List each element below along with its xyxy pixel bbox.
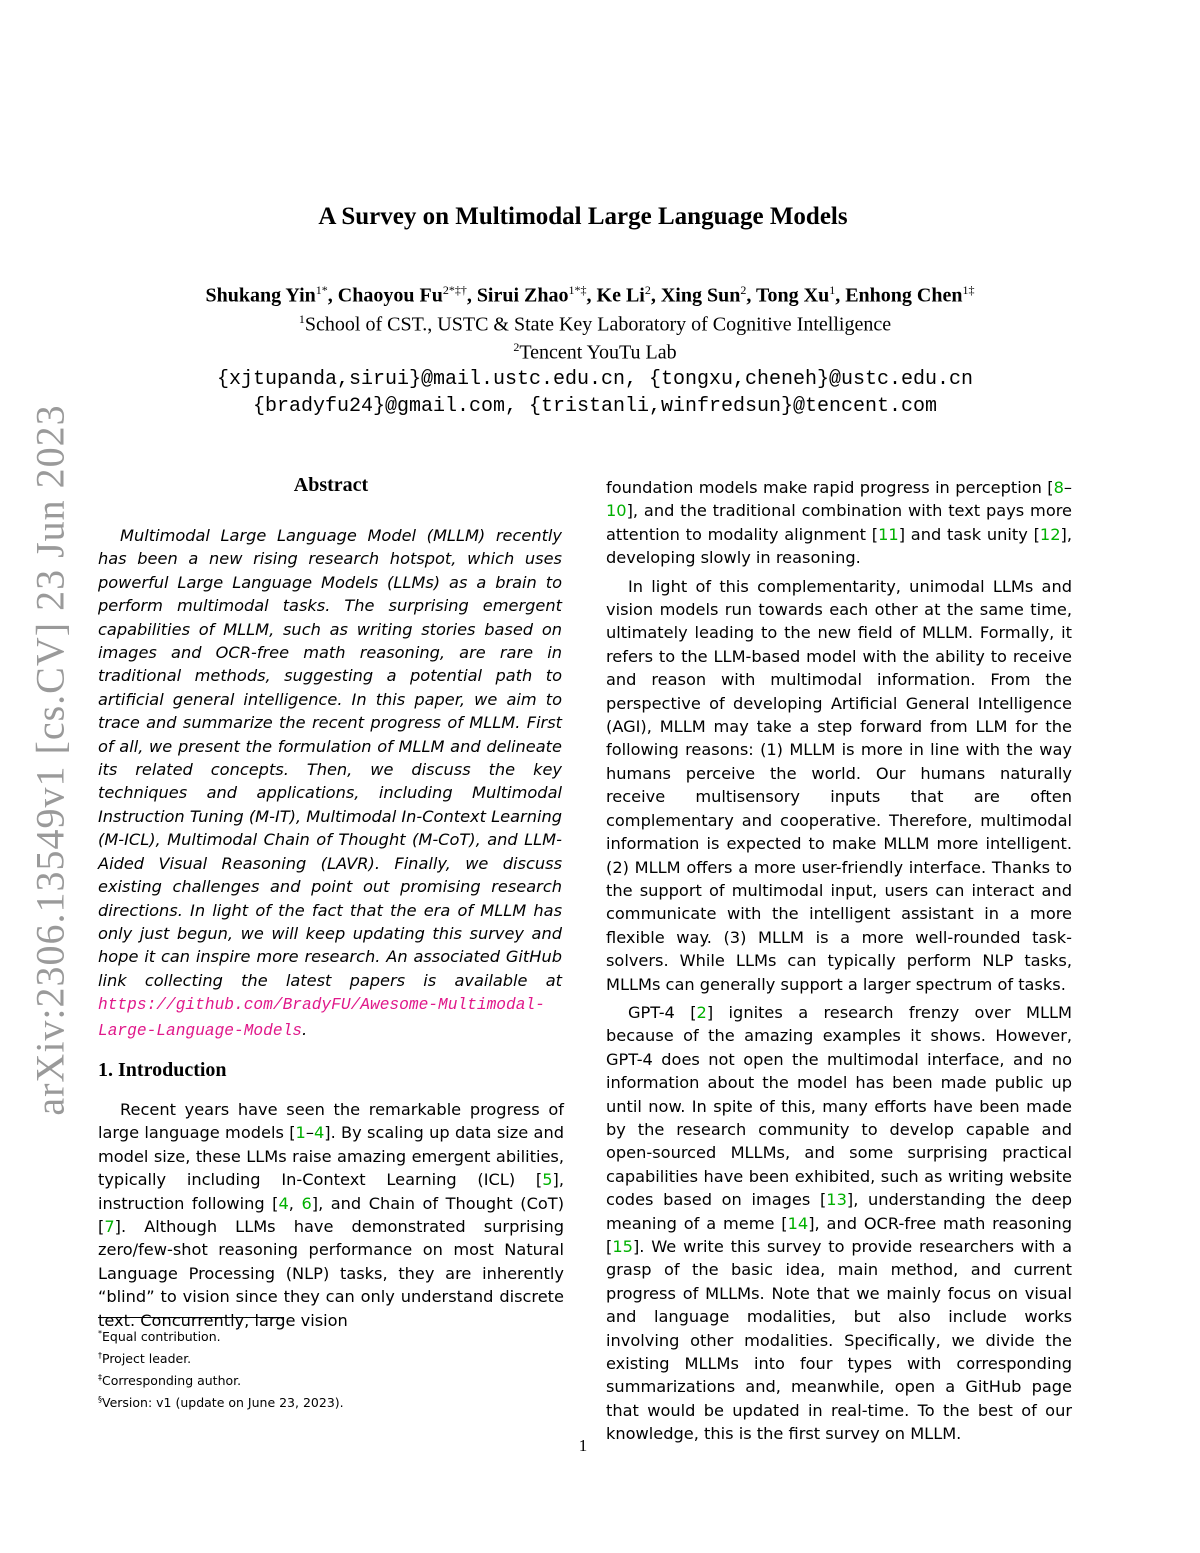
email-line-2: {bradyfu24}@gmail.com, {tristanli,winfredsun}@tencent.com [252,395,938,418]
author-name: Ke Li [596,284,645,307]
author-list: Shukang Yin$^{1*}$, Chaoyou $Fu^{2*\ddagger\dagger}$, Sirui Zhao$^{1*\ddagger}$, Ke Li$^2$, Xing Sun$^2$, Tong Xu$^1$, Enhong Chen$^{1\ddagger}$ [205,283,975,307]
citation-link[interactable]: 11 [878,524,899,544]
section-heading-introduction: 1. Introduction [98,1059,227,1081]
author-affiliation-marker: 2 [644,283,651,297]
citation-link[interactable]: 15 [612,1237,633,1256]
intro-paragraph-3: GPT-4 [2] ignites a research frenzy over MLLM because of the amazing examples it shows. However, GPT-4 does not open the multimodal interface, and no information about the model has been made public up until now. In spite of this, many efforts have been made by the research community to develop capable and open-sourced MLLMs, and some surprising practical capabilities have been exhibited, such as writing website codes based on images [13], understanding the deep meaning of a meme [14], and OCR-free math reasoning [15]. We write this survey to provide researchers with a grasp of the basic idea, main method, and current progress of MLLMs. Note that we mainly focus on visual and language modalities, but also include works involving other modalities. Specifically, we divide the existing MLLMs into four types with corresponding summarizations and, meanwhile, open a GitHub page that would be updated in real-time. To the best of our knowledge, this is the first survey on MLLM. [606,1002,1073,1444]
author-affiliation-marker: 1* [315,283,328,297]
github-link[interactable]: https://github.com/BradyFU/Awesome-Multimodal-Large-Language-Models [98,996,545,1040]
affiliation-1 [0,312,1190,337]
email-line-1: {xjtupanda,sirui}@mail.ustc.edu.cn, {tongxu,cheneh}@ustc.edu.cn [216,368,974,391]
affiliation-text: Tencent YouTu Lab [519,341,677,364]
right-column [606,476,1072,1451]
author-name: Xing Sun [660,284,741,307]
author-name: Sirui Zhao [476,284,569,307]
citation-link[interactable]: 4 [313,1123,325,1143]
left-column [98,1098,564,1337]
abstract-heading: Abstract [293,474,369,496]
affiliation-text: School of CST., USTC & State Key Laboratory of Cognitive Intelligence [304,313,892,336]
footnote: ‡Corresponding author. [98,1373,242,1389]
citation-link[interactable]: 4 [278,1193,289,1213]
author-affiliation-marker: 1‡ [962,283,975,297]
footnote-rule [98,1317,284,1318]
citation-link[interactable]: 8 [1053,478,1064,497]
abstract-end: . [302,1019,308,1039]
citation-link[interactable]: 1 [295,1123,306,1143]
author-affiliation-marker: 1*‡ [568,283,587,297]
citation-link[interactable]: 2 [696,1002,707,1022]
author-affiliation-marker: 1 [829,283,836,297]
intro-paragraph-2: In light of this complementarity, unimodal LLMs and vision models run towards each other at the same time, ultimately leading to the new field of MLLM. Formally, it refers to the LLM-based model with the ability to receive and reason with multimodal information. From the perspective of developing Artificial General Intelligence (AGI), MLLM may take a step forward from LLM for the following reasons: (1) MLLM is more in line with the way humans perceive the world. Our humans naturally receive multisensory inputs that are often complementary and cooperative. Therefore, multimodal information is expected to make MLLM more intelligent. (2) MLLM offers a more user-friendly interface. Thanks to the support of multimodal input, users can interact and communicate with the intelligent assistant in a more flexible way. (3) MLLM is a more well-rounded task-solvers. While LLMs can typically perform NLP tasks, MLLMs can generally support a larger spectrum of tasks. [606,576,1072,994]
author-name: Tong Xu [756,284,830,307]
citation-link[interactable]: 5 [542,1170,553,1190]
author-name: Enhong Chen [845,284,963,307]
intro-paragraph-1: Recent years have seen the remarkable progress of large language models [1–4]. By scaling up data size and model size, these LLMs raise amazing emergent abilities, typically including In-Context Learning (ICL) [5], instruction following [4, 6], and Chain of Thought (CoT) [7]. Although LLMs have demonstrated surprising zero/few-shot reasoning performance on most Natural Language Processing (NLP) tasks, they are inherently “blind” to vision since they can only understand discrete text. Concurrently, large vision [98,1100,565,1330]
citation-link[interactable]: 14 [787,1213,809,1233]
footnote: §Version: v1 (update on June 23, 2023). [98,1395,344,1411]
intro-paragraph-1-continued: foundation models make rapid progress in perception [8–10], and the traditional combination with text pays more attention to modality alignment [11] and task unity [12], developing slowly in reasoning. [606,478,1072,568]
paper-title: A Survey on Multimodal Large Language Models [318,203,848,230]
arxiv-identifier: arXiv:2306.13549v1 [cs.CV] 23 Jun 2023 [27,404,73,1116]
abstract-body [98,524,562,1043]
affiliation-marker: 2 [513,340,520,354]
citation-link[interactable]: 10 [606,501,627,521]
author-affiliation-marker: 2 [740,283,747,297]
footnote: *Equal contribution. [98,1329,221,1345]
citation-link[interactable]: 7 [104,1217,115,1237]
footnotes [98,1324,558,1413]
abstract-text: Multimodal Large Language Model (MLLM) recently has been a new rising research hotspot, which uses powerful Large Language Models (LLMs) as a brain to perform multimodal tasks. The surprising emergent capabilities of MLLM, such as writing stories based on images and OCR-free math reasoning, are rare in traditional methods, suggesting a potential path to artificial general intelligence. In this paper, we aim to trace and summarize the recent progress of MLLM. First of all, we present the formulation of MLLM and delineate its related concepts. Then, we discuss the key techniques and applications, including Multimodal Instruction Tuning (M-IT), Multimodal In-Context Learning (M-ICL), Multimodal Chain of Thought (M-CoT), and LLM-Aided Visual Reasoning (LAVR). Finally, we discuss existing challenges and point out promising research directions. In light of the fact that the era of MLLM has only just begun, we will keep updating this survey and hope it can inspire more research. An associated GitHub link collecting the latest papers is available at [98,526,562,990]
page-number: 1 [578,1436,588,1455]
citation-link[interactable]: 6 [301,1193,312,1213]
citation-link[interactable]: 13 [826,1190,847,1210]
affiliation-marker: 1 [298,312,305,326]
author-name: Chaoyou Fu [337,284,443,307]
footnote: †Project leader. [98,1351,192,1367]
citation-link[interactable]: 12 [1039,524,1061,544]
author-name: Shukang Yin [205,284,316,307]
affiliation-2 [0,340,1190,365]
author-affiliation-marker: 2*‡† [442,283,467,297]
